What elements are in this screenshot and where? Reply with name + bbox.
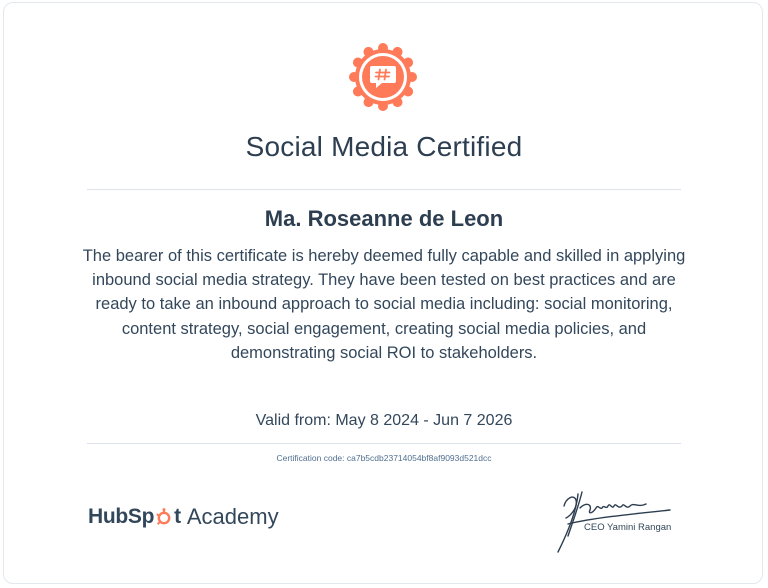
logo-academy: Academy xyxy=(186,504,279,529)
validity-dates: Valid from: May 8 2024 - Jun 7 2026 xyxy=(255,412,513,429)
certificate-title: Social Media Certified xyxy=(245,131,523,162)
logo-brand-right: t xyxy=(174,505,181,528)
ceo-signature xyxy=(552,484,682,558)
signature-caption: CEO Yamini Rangan xyxy=(584,522,672,533)
certificate-description: The bearer of this certificate is hereby deemed fully capable and skilled in applying inbound social media strategy. They have been tested on best practices and are ready to take an inbound approach to social media including: social monitoring, content strategy, social engagement, creating social media policies, and demonstrating social ROI to stakeholders. xyxy=(82,247,686,362)
certification-code: Certification code: ca7b5cdb23714054bf8af9093d521dcc xyxy=(276,453,492,463)
recipient-name: Ma. Roseanne de Leon xyxy=(264,206,504,231)
hashtag-chat-badge-icon xyxy=(349,43,417,111)
logo-brand-left: HubSp xyxy=(88,505,155,528)
sprocket-icon xyxy=(155,508,173,526)
hubspot-academy-logo xyxy=(88,502,279,532)
divider-bottom xyxy=(87,443,681,444)
divider-top xyxy=(87,189,681,190)
